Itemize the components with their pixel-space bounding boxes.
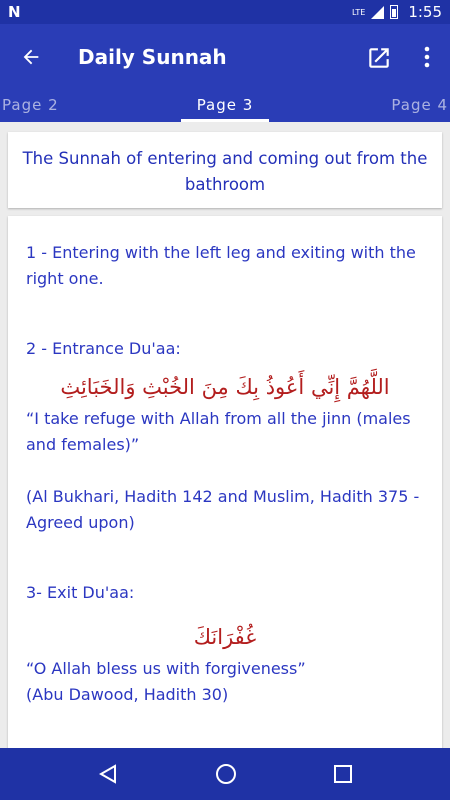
section-title: The Sunnah of entering and coming out from the bathroom — [22, 149, 428, 194]
section-title-card — [8, 132, 442, 208]
notification-n-icon: N — [8, 3, 21, 21]
app-bar — [0, 24, 450, 90]
paragraph-exit-translation: “O Allah bless us with forgiveness” — [26, 659, 306, 678]
signal-icon — [371, 6, 384, 19]
nav-back-icon[interactable] — [98, 764, 118, 784]
content-card — [8, 216, 442, 776]
battery-icon — [390, 5, 398, 19]
arabic-entrance-dua: اللَّهُمَّ إِنِّي أَعُوذُ بِكَ مِنَ الخُبْثِ وَالخَبَائِثِ — [60, 375, 390, 399]
tab-indicator — [181, 119, 269, 122]
paragraph-entrance-reference: (Al Bukhari, Hadith 142 and Muslim, Hadith 375 - Agreed upon) — [26, 487, 420, 532]
tab-next-page[interactable]: Page 4 — [391, 96, 448, 114]
back-button[interactable] — [0, 24, 62, 90]
page-title: Daily Sunnah — [78, 45, 227, 69]
arrow-back-icon — [20, 46, 42, 68]
paragraph-exit-reference: (Abu Dawood, Hadith 30) — [26, 685, 229, 704]
nav-home-icon[interactable] — [215, 763, 237, 785]
page-tabs — [0, 90, 450, 122]
tab-prev-page[interactable]: Page 2 — [2, 96, 59, 114]
more-vert-icon — [424, 46, 430, 68]
status-bar — [0, 0, 450, 24]
paragraph-exit-dua-heading: 3- Exit Du'aa: — [26, 583, 135, 602]
status-icons — [352, 3, 442, 21]
clock: 1:55 — [408, 3, 442, 21]
overflow-menu-button[interactable] — [412, 41, 442, 73]
paragraph-entering: 1 - Entering with the left leg and exiting with the right one. — [26, 243, 416, 288]
open-in-new-icon — [366, 45, 392, 71]
nav-recents-icon[interactable] — [334, 765, 352, 783]
paragraph-entrance-translation: “I take refuge with Allah from all the jinn (males and females)” — [26, 409, 411, 454]
share-button[interactable] — [364, 43, 394, 73]
paragraph-entrance-dua-heading: 2 - Entrance Du'aa: — [26, 339, 181, 358]
system-nav-bar — [0, 748, 450, 800]
lte-label: LTE — [352, 7, 366, 17]
tab-current-page[interactable]: Page 3 — [196, 96, 254, 114]
arabic-exit-dua: غُفْرَانَكَ — [193, 625, 257, 649]
